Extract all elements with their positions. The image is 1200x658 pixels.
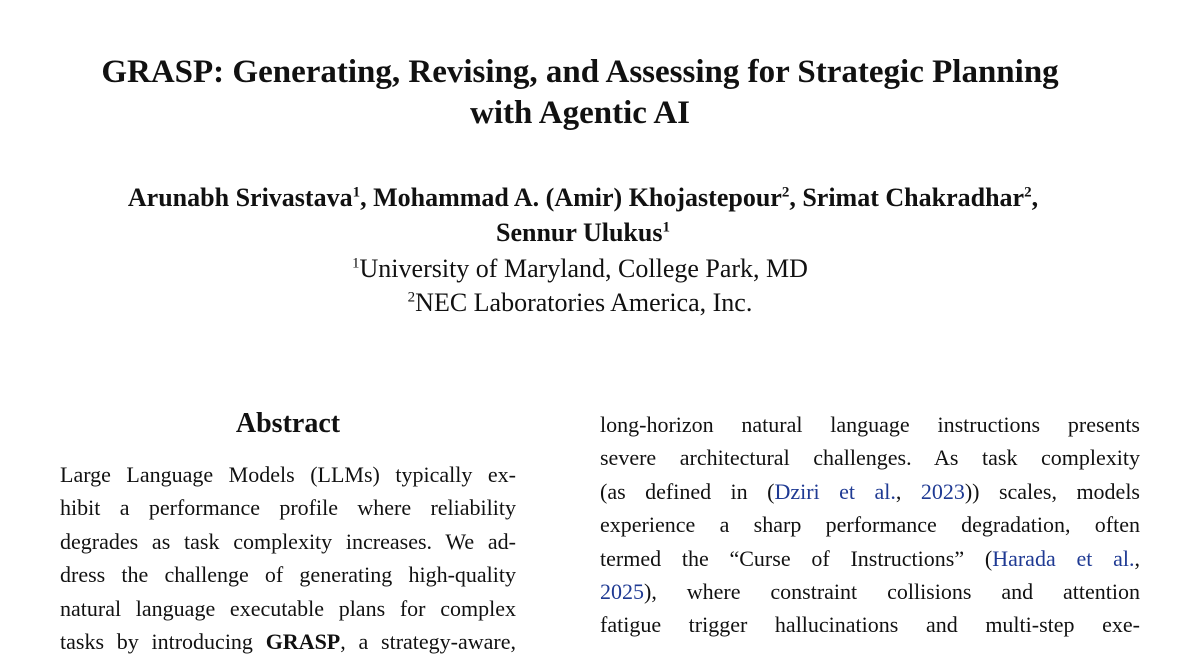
- abstract-line: dress the challenge of generating high-quality: [60, 562, 516, 588]
- citation-link[interactable]: Dziri et al.: [774, 478, 896, 504]
- abstract-body: [60, 458, 516, 658]
- affiliation-list: [0, 252, 1160, 320]
- citation-link[interactable]: 2023: [920, 478, 965, 504]
- body-line: long-horizon natural language instructions presents: [600, 412, 1140, 437]
- author-name: Sennur Ulukus: [496, 218, 663, 247]
- author-list: Arunabh Srivastava$^1$, Mohammad A. (Amir) Khojastepour$^2$, Srimat Chakradhar$^2$, Sennur Ulukus$^1$: [127, 183, 1039, 247]
- affiliation-1: $^1$University of Maryland, College Park, MD: [352, 254, 808, 283]
- author-name: Arunabh Srivastava: [127, 183, 353, 212]
- title-line-2: with Agentic AI: [469, 95, 690, 131]
- body-line: severe architectural challenges. As task complexity: [600, 445, 1140, 471]
- body-line: termed the “Curse of Instructions” (Harada et al.,: [600, 545, 1141, 571]
- body-line: 2025), where constraint collisions and attention: [600, 579, 1140, 605]
- method-name: GRASP: [265, 629, 341, 655]
- abstract-line: degrades as task complexity increases. We ad-: [60, 528, 516, 554]
- affiliation-2: $^2$NEC Laboratories America, Inc.: [407, 288, 753, 317]
- abstract-line: Large Language Models (LLMs) typically ex-: [60, 462, 516, 487]
- abstract-heading: Abstract: [235, 408, 341, 439]
- body-line: experience a sharp performance degradation, often: [600, 512, 1140, 538]
- author-name: Srimat Chakradhar: [802, 183, 1025, 212]
- abstract-line: natural language executable plans for complex: [60, 595, 516, 621]
- citation-link[interactable]: Harada et al.: [992, 545, 1135, 571]
- abstract-line: hibit a performance profile where reliability: [60, 495, 516, 521]
- citation-link[interactable]: 2025: [600, 579, 644, 605]
- author-affiliation-mark: 1: [662, 219, 670, 236]
- body-line: fatigue trigger hallucinations and multi-step exe-: [600, 612, 1140, 638]
- abstract-line: tasks by introducing GRASP, a strategy-aware,: [60, 629, 516, 655]
- author-affiliation-mark: 2: [781, 184, 790, 201]
- intro-body: [600, 408, 1140, 642]
- author-affiliation-mark: 1: [352, 184, 361, 201]
- author-name: Mohammad A. (Amir) Khojastepour: [373, 183, 782, 212]
- title-line-1: GRASP: Generating, Revising, and Assessing for Strategic Planning: [101, 54, 1059, 90]
- author-affiliation-mark: 2: [1024, 184, 1032, 201]
- paper-title: [0, 52, 1160, 134]
- body-line: (as defined in (Dziri et al., 2023)) scales, models: [600, 478, 1140, 504]
